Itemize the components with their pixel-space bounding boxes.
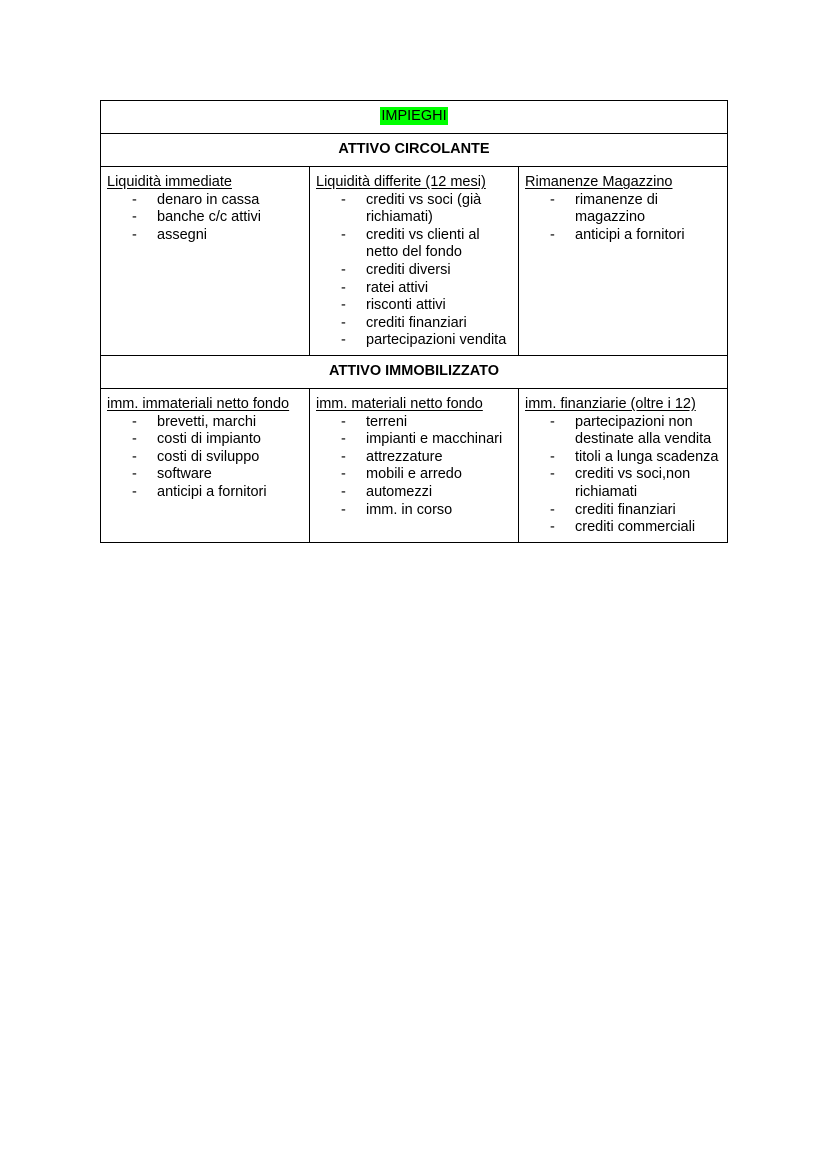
dash-bullet: - (341, 332, 346, 349)
dash-bullet: - (550, 226, 555, 243)
dash-bullet: - (132, 226, 137, 243)
item-list (316, 192, 512, 350)
dash-bullet: - (550, 501, 555, 518)
list-item-text: rimanenze di magazzino (575, 191, 659, 226)
dash-bullet: - (341, 448, 346, 465)
list-item-text: terreni (366, 413, 408, 430)
list-item (316, 431, 512, 449)
list-item-text: anticipi a fornitori (575, 226, 685, 243)
list-item-text: software (157, 466, 212, 483)
item-list (107, 192, 303, 245)
dash-bullet: - (341, 261, 346, 278)
dash-bullet: - (341, 297, 346, 314)
list-item-text: mobili e arredo (366, 466, 462, 483)
list-item (107, 466, 303, 484)
list-item-text: brevetti, marchi (157, 413, 257, 430)
list-item-text: crediti commerciali (575, 519, 696, 536)
list-item (316, 280, 512, 298)
dash-bullet: - (550, 191, 555, 208)
dash-bullet: - (132, 448, 137, 465)
dash-bullet: - (341, 466, 346, 483)
list-item-text: ratei attivi (366, 279, 429, 296)
column-title: Liquidità immediate (107, 174, 232, 190)
list-item (316, 466, 512, 484)
list-item (107, 449, 303, 467)
list-item-text: crediti vs soci (già richiamati) (366, 191, 482, 226)
list-item (525, 414, 721, 449)
section-heading-attivo-circolante: ATTIVO CIRCOLANTE (101, 134, 728, 167)
dash-bullet: - (132, 431, 137, 448)
list-item (316, 484, 512, 502)
dash-bullet: - (341, 501, 346, 518)
dash-bullet: - (341, 483, 346, 500)
list-item-text: partecipazioni vendita (366, 332, 507, 349)
list-item (107, 227, 303, 245)
column-title: imm. materiali netto fondo (316, 395, 483, 412)
list-item-text: risconti attivi (366, 297, 446, 314)
list-item (316, 414, 512, 432)
item-list (525, 192, 721, 245)
item-list (525, 414, 721, 537)
list-item (107, 484, 303, 502)
column-title: imm. immateriali netto fondo (107, 395, 290, 412)
dash-bullet: - (132, 209, 137, 226)
section-content-row (101, 388, 728, 542)
list-item-text: assegni (157, 226, 207, 243)
dash-bullet: - (341, 314, 346, 331)
dash-bullet: - (341, 413, 346, 430)
list-item (107, 431, 303, 449)
section-heading-row (101, 134, 728, 167)
list-item-text: denaro in cassa (157, 191, 260, 208)
list-item-text: partecipazioni non destinate alla vendita (575, 413, 712, 448)
impieghi-table (100, 100, 728, 543)
column-title: imm. finanziarie (oltre i 12) (525, 395, 696, 412)
list-item-text: crediti finanziari (366, 314, 467, 331)
list-item (316, 315, 512, 333)
section-heading-attivo-immobilizzato: ATTIVO IMMOBILIZZATO (101, 355, 728, 388)
dash-bullet: - (132, 466, 137, 483)
list-item-text: anticipi a fornitori (157, 483, 267, 500)
item-list (107, 414, 303, 502)
dash-bullet: - (341, 279, 346, 296)
section-heading-row (101, 355, 728, 388)
section-content-row (101, 167, 728, 356)
dash-bullet: - (132, 483, 137, 500)
list-item-text: automezzi (366, 483, 433, 500)
list-item (316, 502, 512, 520)
list-item-text: attrezzature (366, 448, 443, 465)
list-item (107, 209, 303, 227)
list-item-text: banche c/c attivi (157, 209, 261, 226)
list-item (316, 262, 512, 280)
list-item-text: costi di impianto (157, 431, 261, 448)
dash-bullet: - (550, 466, 555, 483)
list-item (316, 332, 512, 350)
column-imm-immateriali (101, 388, 310, 542)
item-list (316, 414, 512, 520)
list-item (525, 227, 721, 245)
column-rimanenze-magazzino (519, 167, 728, 356)
dash-bullet: - (550, 448, 555, 465)
list-item (316, 449, 512, 467)
list-item (525, 502, 721, 520)
list-item (107, 192, 303, 210)
list-item-text: impianti e macchinari (366, 431, 503, 448)
list-item-text: titoli a lunga scadenza (575, 448, 719, 465)
column-title: Liquidità differite (12 mesi) (316, 174, 486, 190)
dash-bullet: - (132, 191, 137, 208)
dash-bullet: - (132, 413, 137, 430)
list-item-text: crediti vs soci,non richiamati (575, 466, 691, 500)
title-row (101, 101, 728, 134)
dash-bullet: - (550, 413, 555, 430)
column-liquidita-differite (310, 167, 519, 356)
list-item-text: crediti finanziari (575, 501, 676, 518)
dash-bullet: - (341, 226, 346, 243)
list-item (525, 449, 721, 467)
list-item (525, 192, 721, 227)
list-item-text: crediti vs clienti al netto del fondo (366, 226, 480, 261)
list-item-text: costi di sviluppo (157, 448, 260, 465)
list-item (316, 297, 512, 315)
column-liquidita-immediate (101, 167, 310, 356)
list-item (316, 227, 512, 262)
dash-bullet: - (550, 519, 555, 536)
list-item (525, 466, 721, 501)
column-imm-materiali (310, 388, 519, 542)
list-item (107, 414, 303, 432)
table-title: IMPIEGHI (381, 108, 447, 125)
column-title: Rimanenze Magazzino (525, 174, 673, 190)
list-item (316, 192, 512, 227)
table-title-cell (101, 101, 728, 134)
dash-bullet: - (341, 431, 346, 448)
list-item-text: crediti diversi (366, 261, 451, 278)
dash-bullet: - (341, 191, 346, 208)
list-item (525, 519, 721, 537)
list-item-text: imm. in corso (366, 501, 453, 518)
column-imm-finanziarie (519, 388, 728, 542)
